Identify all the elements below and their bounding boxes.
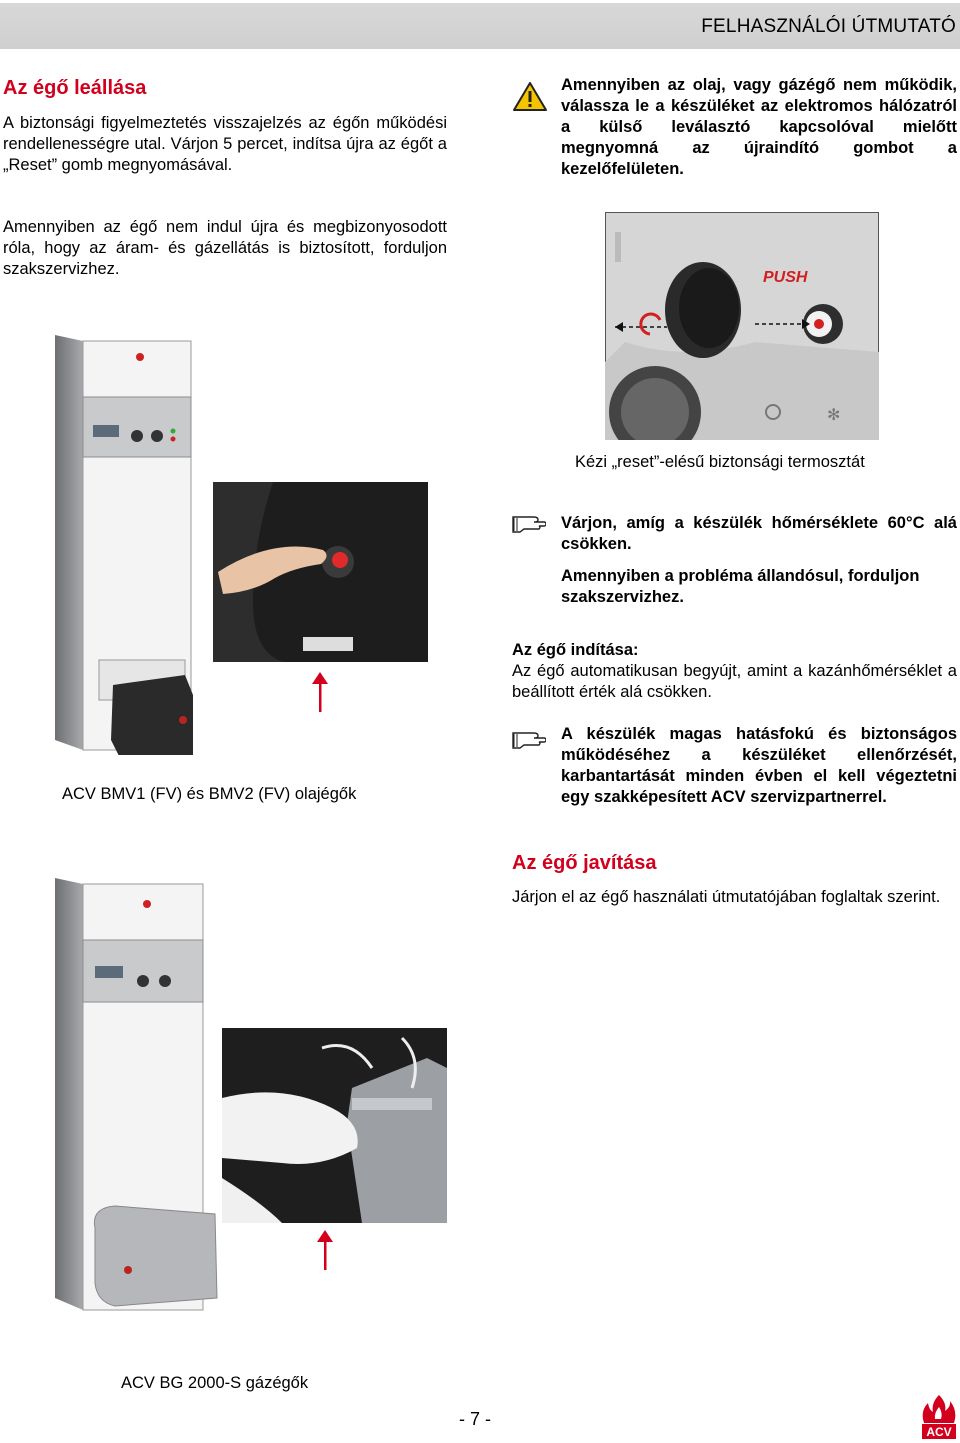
note-cooldown: Várjon, amíg a készülék hőmérséklete 60°C alá csökken. (561, 514, 957, 553)
warning-triangle-icon (512, 81, 548, 112)
svg-text:✻: ✻ (827, 407, 841, 424)
pointing-hand-icon (512, 727, 546, 749)
repair-text: Járjon el az égő használati útmutatójában foglaltak szerint. (512, 888, 941, 906)
note-persistent-problem: Amennyiben a probléma állandósul, forduljon szakszervizhez. (561, 567, 920, 606)
page-title: FELHASZNÁLÓI ÚTMUTATÓ (701, 16, 956, 37)
gas-burner-hand-photo (222, 1028, 447, 1223)
stop-paragraph-2: Amennyiben az égő nem indul újra és megbizonyosodott róla, hogy az áram- és gázellátás is biztosított, forduljon szakszervizhez. (3, 218, 447, 278)
page-number: - 7 - (459, 1409, 492, 1429)
acv-logo (920, 1393, 958, 1441)
arrow-up-icon (313, 1228, 337, 1272)
logo-text: ACV (926, 1425, 952, 1439)
repair-heading: Az égő javítása (512, 852, 657, 874)
oil-burner-caption: ACV BMV1 (FV) és BMV2 (FV) olajégők (62, 785, 357, 803)
pointing-hand-icon (512, 511, 546, 533)
reset-press-photo (213, 482, 428, 662)
reset-caption: Kézi „reset”-elésű biztonsági termosztát (575, 453, 865, 471)
oil-boiler-photo (55, 335, 195, 755)
reset-thermostat-photo (605, 212, 879, 440)
gas-boiler-photo (55, 878, 220, 1313)
start-heading: Az égő indítása: (512, 641, 639, 659)
stop-paragraph-1: A biztonsági figyelmeztetés visszajelzés az égőn működési rendellenességre utal. Várjon 5 percet, indítsa újra az égőt a „Reset” gomb megnyomásával. (3, 114, 447, 174)
push-label: PUSH (763, 269, 808, 286)
gas-burner-caption: ACV BG 2000-S gázégők (121, 1374, 309, 1392)
arrow-up-icon (308, 670, 332, 714)
warning-text: Amennyiben az olaj, vagy gázégő nem működik, válassza le a készüléket az elektromos hálózatról a külső leválasztó kapcsolóval mielőtt megnyomná az újraindító gombot a kezelőfelületen. (561, 76, 957, 178)
start-text: Az égő automatikusan begyújt, amint a kazánhőmérséklet a beállított érték alá csökken. (512, 662, 957, 701)
note-annual-service: A készülék magas hatásfokú és biztonságos működéséhez a készüléket ellenőrzését, karbantartását minden évben el kell végeztetni egy szakképesített ACV szervizpartnerrel. (561, 725, 957, 806)
stop-heading: Az égő leállása (3, 77, 147, 99)
